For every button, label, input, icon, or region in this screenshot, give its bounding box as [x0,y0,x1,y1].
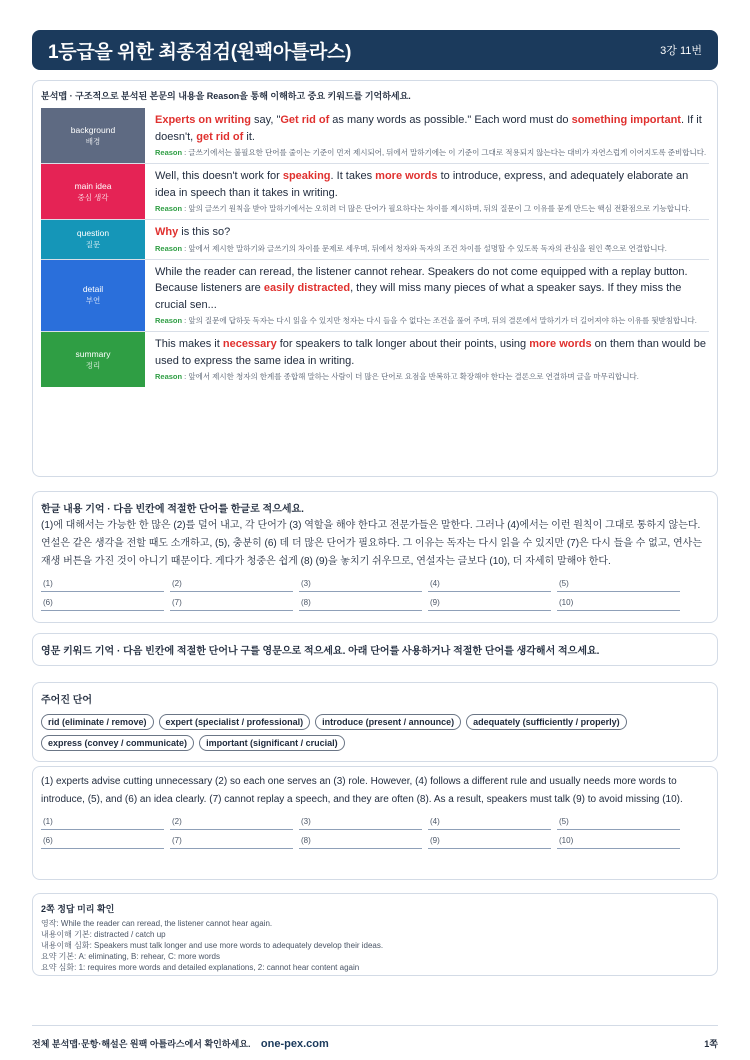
answer-blank[interactable]: (10) [557,834,680,849]
answer-line: 내용이해 기본: distracted / catch up [41,930,166,939]
row-reason [155,203,709,215]
text-segment: it. [243,130,255,143]
text-segment: for speakers to talk longer about their points, using [276,338,530,350]
answer-line: 영작: While the reader can reread, the listener cannot hear again. [41,919,273,928]
footer-text: 전체 분석맵·문항·해설은 원팩 아틀라스에서 확인하세요. [32,1039,251,1049]
english-quiz-text: (1) experts advise cutting unnecessary (2) so each one serves an (3) role. However, (4) follows a different rule and usually needs more words to introduce, (5), and (6) an idea clearly. (7) cannot replay a speech, and they are often (8). As a result, speakers must talk (9) to avoid missing (10). [41,776,683,805]
answer-blank[interactable]: (4) [428,815,551,830]
reason-label: Reason [155,372,183,381]
row-content [145,332,709,387]
row-label-ko: 질문 [85,240,101,250]
blank-row [41,596,709,611]
reason-label: Reason [155,243,183,253]
row-english-text [155,264,709,314]
analysis-rows [41,108,709,387]
word-chip: adequately (sufficiently / properly) [466,714,627,730]
text-segment: is this so? [178,226,231,238]
answer-blank[interactable]: (8) [299,834,422,849]
row-label-ko: 배경 [85,136,101,146]
answer-line: 내용이해 심화: Speakers must talk longer and use more words to adequately develop their ideas. [41,941,384,950]
text-segment: , they will miss many pieces of what a speaker says. If they miss the crucial sen... [155,282,682,311]
row-label-ko: 부연 [85,296,101,306]
given-words-chips [41,714,709,751]
answer-blank[interactable]: (1) [41,577,164,592]
keyword-highlight: easily distracted [263,282,351,294]
reason-text: : 앞에서 제시한 말하기와 글쓰기의 차이를 문제로 세우며, 뒤에서 청자와 독자의 조건 차이를 설명할 수 있도록 독자의 관심을 원인 쪽으로 연결합니다. [182,243,667,253]
answer-line: 요약 기본: A: eliminating, B: rehear, C: more words [41,952,220,961]
given-words-box [32,682,718,762]
page-header [32,30,718,70]
text-segment: say, " [250,114,281,126]
answer-blank[interactable]: (5) [557,577,680,592]
english-answer-blanks [41,815,709,849]
row-english-text [155,112,709,145]
analysis-row [41,108,709,164]
keyword-highlight: something important [571,114,681,126]
korean-quiz-text: (1)에 대해서는 가능한 한 많은 (2)를 덜어 내고, 각 단어가 (3) 역할을 해야 한다고 전문가들은 말한다. 그러나 (4)에서는 이런 원칙이 그대로 통하지 않는다. 연설은 같은 생각을 전할 때도 소개하고, (5), 충분히 (6) 데 더 많은 단어가 필요하다. 그 이유는 독자는 다시 읽을 수 있지만 (7)은 다시 들을 수 없고, 연사는 재생 버튼을 가진 것이 아니기 때문이다. 게다가 청중은 쉽게 (8) (9)을 놓치기 쉬우므로, 연설자는 글보다 (10), 더 자세히 말해야 한다. [41,520,702,567]
row-label-en: summary [75,348,111,359]
blank-row [41,815,709,830]
row-content [145,108,709,163]
row-label-en: detail [82,284,104,295]
answer-blank[interactable]: (2) [170,815,293,830]
text-segment: While the reader can reread, the listener cannot rehear. Speakers do not come equipped with a replay button. Because listeners are [155,265,688,294]
reason-label: Reason [155,316,183,325]
row-label [41,164,145,219]
answer-blank[interactable]: (3) [299,815,422,830]
text-segment: Well, this doesn't work for [155,170,283,182]
row-reason [155,243,709,255]
english-quiz-section [32,766,718,880]
answer-blank[interactable]: (3) [299,577,422,592]
row-label [41,220,145,259]
row-label-ko: 중심 생각 [77,192,109,202]
keyword-highlight: get rid of [196,130,244,143]
text-segment: . It takes [330,170,376,182]
row-english-text [155,168,709,201]
row-label-en: main idea [74,180,112,191]
korean-answer-blanks [41,577,709,611]
text-segment: This makes it [155,338,223,350]
word-chip: expert (specialist / professional) [159,714,311,730]
keyword-highlight: Get rid of [280,114,330,126]
answer-lines [41,918,709,973]
row-reason [155,315,709,327]
row-label-ko: 정리 [85,360,101,370]
blank-row [41,577,709,592]
page-footer [32,1025,718,1052]
page-title: 1등급을 위한 최종점검(원팩아틀라스) [48,41,352,63]
row-content [145,164,709,219]
reason-label: Reason [155,148,183,157]
reason-text: : 글쓰기에서는 불필요한 단어를 줄이는 기준이 먼저 제시되어, 뒤에서 말하기에는 이 기준이 그대로 적용되지 않는다는 대비가 자연스럽게 이어지도록 준비합니다. [182,148,707,157]
analysis-row [41,220,709,260]
reason-text: : 앞의 글쓰기 원칙을 받아 말하기에서는 오히려 더 많은 단어가 필요하다는 차이를 제시하며, 뒤의 질문이 그 이유를 묻게 만드는 핵심 전환점으로 기능합니다. [182,204,691,213]
given-words-title: 주어진 단어 [41,695,93,706]
text-segment: . If it doesn't, [155,114,702,143]
keyword-highlight: more words [375,170,438,182]
answer-blank[interactable]: (5) [557,815,680,830]
answer-blank[interactable]: (7) [170,834,293,849]
answer-blank[interactable]: (6) [41,596,164,611]
text-segment: as many words as possible." Each word must do [329,114,572,126]
answer-preview-title: 2쪽 정답 미리 확인 [41,904,115,914]
keyword-highlight: necessary [222,338,277,350]
row-label [41,108,145,163]
answer-blank[interactable]: (10) [557,596,680,611]
footer-url[interactable]: one-pex.com [260,1038,329,1050]
analysis-map-title: 분석맵 · 구조적으로 분석된 본문의 내용을 Reason을 통해 이해하고 중요 키워드를 기억하세요. [41,91,411,101]
page-number: 1쪽 [704,1038,718,1049]
blank-row [41,834,709,849]
text-segment: to introduce, express, and adequately elaborate an idea in speech than it takes in writing. [155,170,689,199]
row-label [41,332,145,387]
answer-line: 요약 심화: 1: requires more words and detailed explanations, 2: cannot hear content again [41,963,360,972]
keyword-highlight: Experts on writing [155,114,251,126]
answer-blank[interactable]: (9) [428,834,551,849]
analysis-row [41,164,709,220]
answer-blank[interactable]: (7) [170,596,293,611]
answer-blank[interactable]: (4) [428,577,551,592]
reason-text: : 앞의 질문에 답하듯 독자는 다시 읽을 수 있지만 청자는 다시 들을 수 없다는 조건을 풀어 주며, 뒤의 결론에서 말하기가 더 길어져야 하는 이유를 뒷받침합니다. [182,316,697,325]
korean-quiz-title: 한글 내용 기억 · 다음 빈칸에 적절한 단어를 한글로 적으세요. [41,504,304,515]
answer-blank[interactable]: (2) [170,577,293,592]
english-quiz-header [32,633,718,666]
lesson-number: 3강 11번 [660,45,702,57]
reason-label: Reason [155,204,183,213]
text-segment: on them than would be used to express the same idea in writing. [155,338,706,367]
english-quiz-title: 영문 키워드 기억 · 다음 빈칸에 적절한 단어나 구를 영문으로 적으세요. 아래 단어를 사용하거나 적절한 단어를 생각해서 적으세요. [41,646,600,657]
row-content [145,260,709,332]
analysis-row [41,332,709,387]
row-label-en: background [70,124,116,135]
row-reason [155,371,709,383]
row-english-text [155,336,709,369]
analysis-map-section [32,80,718,477]
keyword-highlight: Why [155,226,179,238]
analysis-row [41,260,709,333]
row-label [41,260,145,332]
word-chip: rid (eliminate / remove) [41,714,154,730]
word-chip: important (significant / crucial) [199,735,345,751]
answer-blank[interactable]: (9) [428,596,551,611]
row-reason [155,147,709,159]
answer-preview-section [32,893,718,976]
korean-quiz-section [32,491,718,623]
row-content [145,220,709,259]
answer-blank[interactable]: (1) [41,815,164,830]
answer-blank[interactable]: (6) [41,834,164,849]
word-chip: introduce (present / announce) [315,714,461,730]
reason-text: : 앞에서 제시한 청자의 한계를 종합해 말하는 사람이 더 많은 단어로 요점을 반복하고 확장해야 한다는 결론으로 연결하며 글을 마무리합니다. [182,372,639,381]
keyword-highlight: speaking [282,170,331,182]
keyword-highlight: more words [529,338,592,350]
row-label-en: question [76,228,110,239]
answer-blank[interactable]: (8) [299,596,422,611]
word-chip: express (convey / communicate) [41,735,194,751]
row-english-text [155,224,709,241]
